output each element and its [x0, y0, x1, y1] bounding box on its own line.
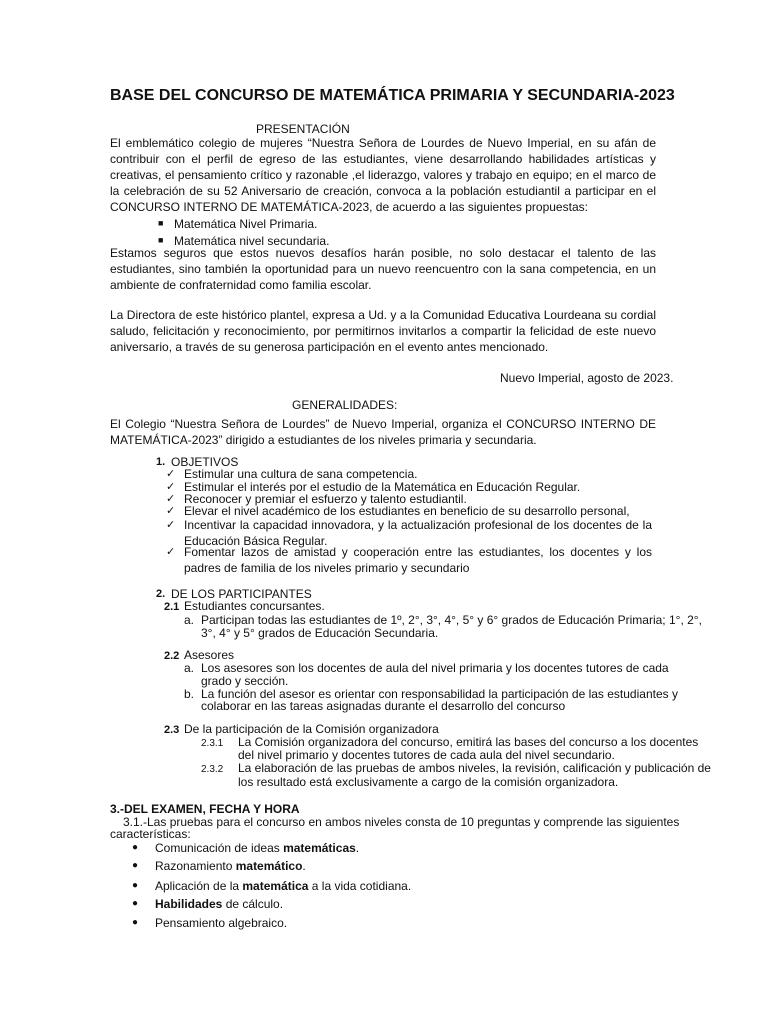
presentacion-paragraph-3: La Directora de este histórico plantel, expresa a Ud. y a la Comunidad Educativa Lourdeana su cordial saludo, felicitación y reconocimiento, por permitirnos invitarlos a compartir la felicidad de este nuevo aniversario, a través de su generosa participación en el evento antes mencionado.	[110, 308, 656, 354]
objetivos-heading: OBJETIVOS	[171, 455, 239, 469]
check-icon: ✓	[166, 493, 176, 505]
check-icon: ✓	[166, 519, 176, 531]
section-2-2-b-line: colaborar en las tareas asignadas durante el desarrollo del concurso	[201, 699, 566, 713]
section-2-1-number: 2.1	[164, 601, 180, 613]
presentacion-paragraph-2: Estamos seguros que estos nuevos desafíos harán posible, no solo destacar el talento de las estudiantes, sino también la oportunidad para un nuevo reencuentro con la sana competencia, en un ambiente de confraternidad como familia escolar.	[110, 246, 656, 292]
list-letter: a.	[184, 613, 195, 627]
generalidades-heading: GENERALIDADES:	[292, 398, 398, 412]
square-bullet-icon: ■	[158, 235, 164, 245]
check-icon: ✓	[166, 505, 176, 517]
objetivo-item: Reconocer y premiar el esfuerzo y talento estudiantil.	[184, 492, 467, 506]
section-2-2-a-line: grado y sección.	[201, 674, 289, 688]
proposal-item-secundaria: Matemática nivel secundaria.	[174, 234, 330, 248]
participantes-number: 2.	[156, 588, 166, 600]
round-bullet-icon: ●	[132, 898, 139, 909]
section-2-3-2-line: los resultado está exclusivamente a cargo de la comisión organizadora.	[238, 775, 619, 789]
document-title: BASE DEL CONCURSO DE MATEMÁTICA PRIMARIA Y SECUNDARIA-2023	[110, 87, 675, 104]
generalidades-intro: El Colegio “Nuestra Señora de Lourdes” de Nuevo Imperial, organiza el CONCURSO INTERNO DE MATEMÁTICA-2023” dirigido a estudiantes de los niveles primaria y secundaria.	[110, 417, 656, 447]
section-2-1-a-line: Participan todas las estudiantes de 1º, 2°, 3°, 4°, 5° y 6° grados de Educación Primaria; 1°, 2°,	[201, 613, 702, 627]
section-2-1-title: Estudiantes concursantes.	[184, 599, 325, 613]
place-date: Nuevo Imperial, agosto de 2023.	[500, 371, 674, 385]
check-icon: ✓	[166, 468, 176, 480]
examen-intro-line: características:	[110, 827, 191, 841]
section-2-2-a-line: Los asesores son los docentes de aula del nivel primaria y los docentes tutores de cada	[201, 661, 669, 675]
section-2-3-number: 2.3	[164, 724, 180, 736]
examen-item: Habilidades de cálculo.	[155, 897, 284, 911]
objetivo-item: Fomentar lazos de amistad y cooperación entre las estudiantes, los docentes y los padres de familia de los niveles primario y secundario	[184, 545, 652, 575]
section-2-3-2-number: 2.3.2	[201, 764, 224, 775]
objetivos-number: 1.	[156, 456, 166, 468]
round-bullet-icon: ●	[132, 917, 139, 928]
section-2-1-a-line: 3°, 4° y 5° grados de Educación Secundaria.	[201, 626, 439, 640]
round-bullet-icon: ●	[132, 880, 139, 891]
objetivo-item: Elevar el nivel académico de los estudiantes en beneficio de su desarrollo personal,	[184, 504, 630, 518]
section-2-3-2-line: La elaboración de las pruebas de ambos niveles, la revisión, calificación y publicación de	[238, 761, 711, 775]
square-bullet-icon: ■	[158, 218, 164, 228]
examen-intro-line: 3.1.-Las pruebas para el concurso en ambos niveles consta de 10 preguntas y comprende las siguientes	[123, 815, 680, 829]
participantes-heading: DE LOS PARTICIPANTES	[171, 587, 312, 601]
objetivo-item: Incentivar la capacidad innovadora, y la actualización profesional de los docentes de la Educación Básica Regular.	[184, 518, 652, 548]
examen-item: Comunicación de ideas matemáticas.	[155, 841, 360, 855]
section-2-3-1-line: La Comisión organizadora del concurso, emitirá las bases del concurso a los docentes	[238, 735, 699, 749]
check-icon: ✓	[166, 481, 176, 493]
round-bullet-icon: ●	[132, 860, 139, 871]
section-2-2-title: Asesores	[184, 648, 235, 662]
section-2-3-1-number: 2.3.1	[201, 738, 224, 749]
examen-item: Pensamiento algebraico.	[155, 916, 288, 930]
proposal-item-primaria: Matemática Nivel Primaria.	[174, 217, 318, 231]
section-2-3-title: De la participación de la Comisión organizadora	[184, 722, 439, 736]
presentacion-heading: PRESENTACIÓN	[256, 122, 350, 136]
list-letter: a.	[184, 661, 195, 675]
section-2-2-number: 2.2	[164, 650, 180, 662]
check-icon: ✓	[166, 546, 176, 558]
examen-item: Razonamiento matemático.	[155, 859, 306, 873]
section-2-2-b-line: La función del asesor es orientar con responsabilidad la participación de las estudiantes y	[201, 687, 678, 701]
section-2-3-1-line: del nivel primario y docentes tutores de cada aula del nivel secundario.	[238, 748, 615, 762]
objetivo-item: Estimular el interés por el estudio de la Matemática en Educación Regular.	[184, 480, 581, 494]
examen-item: Aplicación de la matemática a la vida cotidiana.	[155, 879, 412, 893]
list-letter: b.	[184, 687, 195, 701]
round-bullet-icon: ●	[132, 842, 139, 853]
presentacion-intro: El emblemático colegio de mujeres “Nuestra Señora de Lourdes de Nuevo Imperial, en su afán de contribuir con el perfil de egreso de las estudiantes, viene desarrollando habilidades artísticas y creativas, el pensamiento crítico y razonable ,el liderazgo, valores y trabajo en equipo; en el marco de la celebración de su 52 Aniversario de creación, convoca a la población estudiantil a participar en el CONCURSO INTERNO DE MATEMÁTICA-2023, de acuerdo a las siguientes propuestas:	[110, 136, 656, 214]
examen-heading: 3.-DEL EXAMEN, FECHA Y HORA	[110, 802, 300, 816]
objetivo-item: Estimular una cultura de sana competencia.	[184, 467, 418, 481]
